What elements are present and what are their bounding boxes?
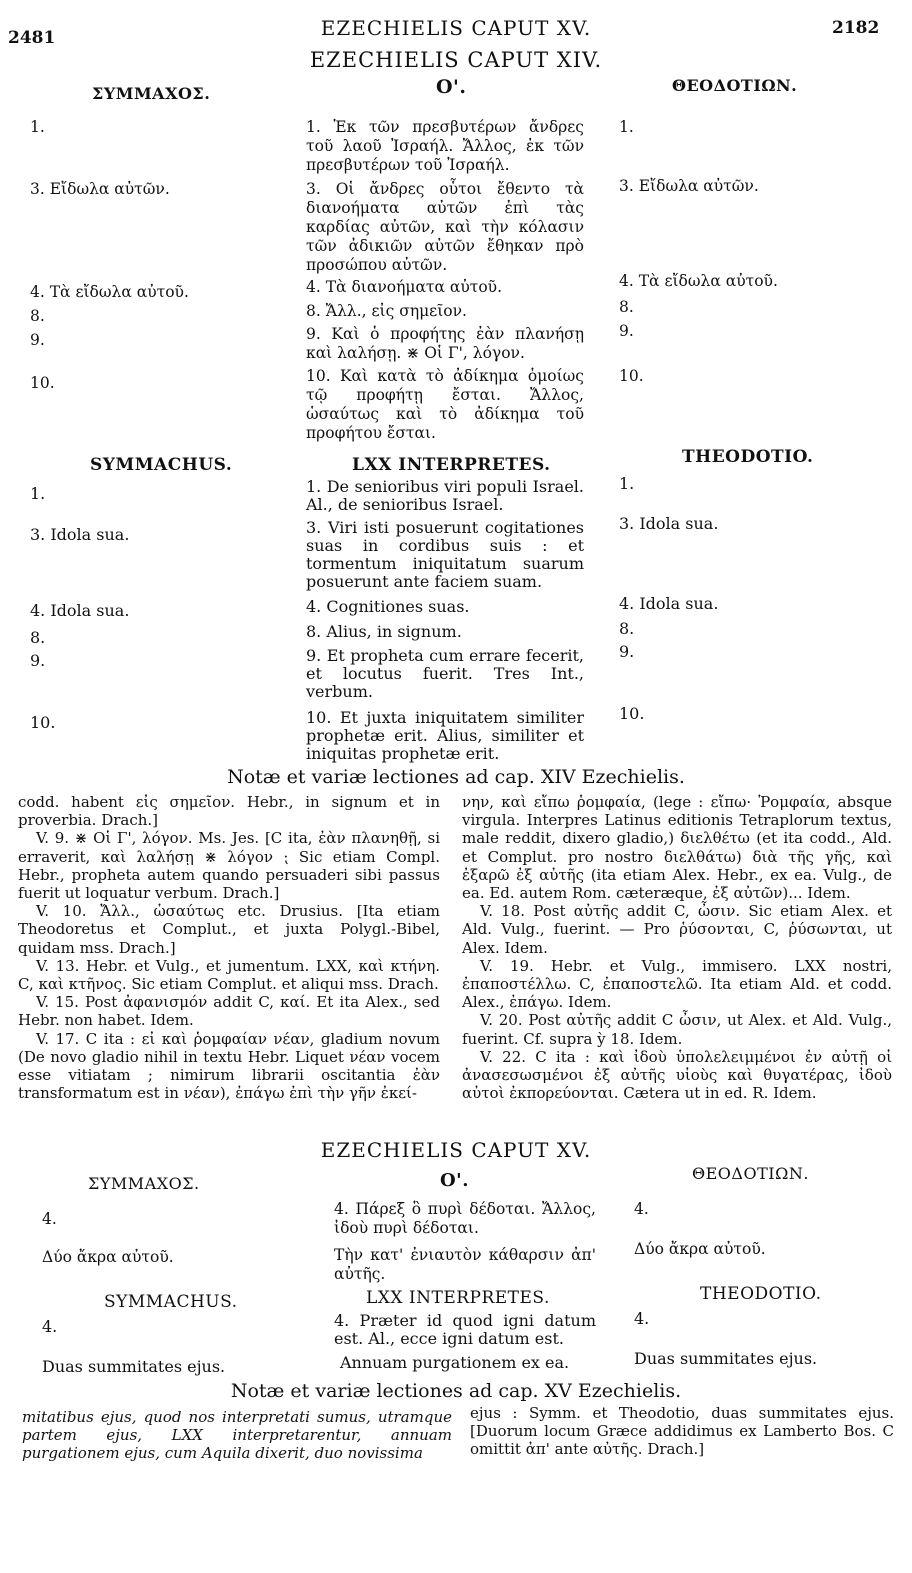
ch15-greek-row2-left: Δύο ἄκρα αὐτοῦ.: [42, 1248, 174, 1266]
ch14-latin-row3-center: 3. Viri isti posuerunt cogitationes suas in cordibus suis : et tormentum iniquitatum suarum posuerunt ante faciem suam.: [306, 518, 584, 591]
note-paragraph: V. 19. Hebr. et Vulg., immisero. LXX nostri, ἐπαποστέλλω. C, ἐπαποστελῶ. Ita etiam Ald. et codd. Alex., ἐπάγω. Idem.: [462, 956, 892, 1012]
ch15-notes-right-column: [470, 1404, 894, 1459]
page-number-right: 2182: [832, 18, 880, 38]
ch14-latin-row10-right: 10.: [619, 704, 645, 723]
ch14-greek-row8-right: 8.: [619, 298, 634, 316]
note-paragraph: V. 9. ⋇ Οἱ Γ', λόγον. Ms. Jes. [C ita, ἐὰν πλανηθῇ, si erraverit, καὶ λαλήσῃ ⋇ λόγον ⁏ Sic etiam Compl. Hebr., propheta autem quando persuaderi sibi passus fuerit ut loquatur verbum. Drach.]: [18, 829, 440, 903]
ch14-notes-right-column: [462, 793, 892, 1102]
ch15-greek-row1-right: 4.: [634, 1200, 649, 1218]
chapter-15-title: EZECHIELIS CAPUT XV.: [320, 1138, 592, 1162]
ch14-greek-head-theodotion: ΘΕΟΔΟΤΙΩΝ.: [672, 76, 798, 95]
note-paragraph: V. 22. C ita : καὶ ἰδοὺ ὑπολελειμμένοι ἐν αὐτῇ οἱ ἀνασεσωσμένοι ἐξ αὐτῆς υἱοὺς καὶ θυγατέρας, ἰδοὺ αὐτοὶ ἐκπορεύονται. Cætera ut in ed. R. Idem.: [462, 1047, 892, 1103]
ch15-latin-head-theodotio: THEODOTIO.: [700, 1284, 822, 1304]
ch14-latin-row9-right: 9.: [619, 642, 635, 661]
ch14-greek-row10-right: 10.: [619, 367, 644, 385]
ch14-greek-row1-right: 1.: [619, 118, 634, 136]
ch14-latin-row1-center: 1. De senioribus viri populi Israel. Al., de senioribus Israel.: [306, 477, 584, 514]
ch15-latin-row2-left: Duas summitates ejus.: [42, 1357, 226, 1376]
ch14-greek-row8-center: 8. Ἄλλ., εἰς σημεῖον.: [306, 302, 467, 320]
ch14-greek-row8-left: 8.: [30, 307, 45, 325]
ch14-greek-row3-right: 3. Εἴδωλα αὐτῶν.: [619, 177, 759, 195]
ch14-greek-row4-right: 4. Τὰ εἴδωλα αὐτοῦ.: [619, 272, 778, 290]
ch14-latin-row4-right: 4. Idola sua.: [619, 594, 719, 613]
ch14-greek-row1-center: 1. Ἐκ τῶν πρεσβυτέρων ἄνδρες τοῦ λαοῦ Ἰσραήλ. Ἄλλος, ἐκ τῶν πρεσβυτέρων τοῦ Ἰσραήλ.: [306, 118, 584, 174]
ch14-latin-head-theodotio: THEODOTIO.: [682, 447, 814, 467]
ch14-latin-row8-center: 8. Alius, in signum.: [306, 622, 462, 641]
note-paragraph: V. 20. Post αὐτῆς addit C ὦσιν, ut Alex. et Ald. Vulg., fuerint. Cf. supra ỳ 18. Idem.: [462, 1011, 892, 1048]
ch14-latin-head-lxx: LXX INTERPRETES.: [352, 455, 551, 475]
ch14-greek-head-lxx: Ο'.: [436, 76, 467, 98]
ch15-latin-head-symmachus: SYMMACHUS.: [104, 1292, 238, 1312]
ch14-greek-row10-center: 10. Καὶ κατὰ τὸ ἀδίκημα ὁμοίως τῷ προφήτῃ ἔσται. Ἄλλος, ὡσαύτως καὶ τὸ ἀδίκημα τοῦ προφήτου ἔσται.: [306, 367, 584, 442]
chapter-14-title: EZECHIELIS CAPUT XIV.: [309, 48, 603, 72]
note-paragraph: V. 10. Ἄλλ., ὡσαύτως etc. Drusius. [Ita etiam Theodoretus et Complut., et juxta Polygl.-Bibel, quidam mss. Drach.]: [18, 902, 440, 957]
ch14-greek-row9-center: 9. Καὶ ὁ προφήτης ἐὰν πλανήσῃ καὶ λαλήσῃ. ⋇ Οἱ Γ', λόγον.: [306, 325, 584, 362]
ch14-greek-row10-left: 10.: [30, 374, 55, 392]
ch15-greek-head-symmachus: ΣΥΜΜΑΧΟΣ.: [88, 1174, 200, 1193]
note-paragraph: mitatibus ejus, quod nos interpretati sumus, utramque partem ejus, LXX interpretarentur, annuam purgationem ejus, cum Aquila dixerit, duo novissima: [22, 1408, 452, 1463]
ch15-greek-row1-center: 4. Πάρεξ ὃ πυρὶ δέδοται. Ἄλλος, ἰδοὺ πυρὶ δέδοται.: [334, 1200, 596, 1237]
ch15-notes-left-column: [22, 1408, 452, 1463]
ch15-greek-row2-right: Δύο ἄκρα αὐτοῦ.: [634, 1240, 766, 1258]
ch15-notes-title: Notæ et variæ lectiones ad cap. XV Ezechielis.: [230, 1380, 682, 1402]
ch14-greek-row4-left: 4. Τὰ εἴδωλα αὐτοῦ.: [30, 283, 189, 301]
ch14-notes-left-column: [18, 793, 440, 1102]
ch14-latin-row3-right: 3. Idola sua.: [619, 514, 719, 533]
ch14-greek-row9-right: 9.: [619, 322, 634, 340]
ch14-greek-row3-left: 3. Εἴδωλα αὐτῶν.: [30, 180, 170, 198]
ch14-latin-row9-left: 9.: [30, 651, 46, 670]
ch14-greek-row9-left: 9.: [30, 331, 45, 349]
page-number-left: 2481: [8, 28, 56, 48]
note-paragraph: codd. habent εἰς σημεῖον. Hebr., in signum et in proverbia. Drach.]: [18, 793, 440, 830]
note-paragraph: V. 17. C ita : εἰ καὶ ῥομφαίαν νέαν, gladium novum (De novo gladio nihil in textu Hebr. Liquet νέαν vocem esse vitiatam ; nimirum librarii oscitantia ἐὰν transformatum est in νέαν), ἐπάγω ἐπὶ τὴν γῆν ἐκεί-: [18, 1029, 440, 1103]
ch14-greek-head-symmachus: ΣΥΜΜΑΧΟΣ.: [92, 84, 211, 103]
ch15-latin-row1-right: 4.: [634, 1309, 650, 1328]
ch14-latin-row4-center: 4. Cognitiones suas.: [306, 597, 470, 616]
note-paragraph: νην, καὶ εἴπω ῥομφαία, (lege : εἴπω· Ῥομφαία, absque virgula. Interpres Latinus editionis Tetraplorum textus, male reddit, dixero gladio,) διελθέτω (et ita codd., Ald. et Complut. pro nostro διελθάτω) διὰ τῆς γῆς, καὶ ἐξαρῶ ἐξ αὐτῆς (ita etiam Alex. Hebr., ex ea. Vulg., de ea. Ed. autem Rom. cæteræque, ἐξ αὐτῶν)... Idem.: [462, 793, 892, 903]
running-head: EZECHIELIS CAPUT XV.: [320, 16, 592, 40]
ch14-greek-row1-left: 1.: [30, 118, 45, 136]
ch14-greek-row3-center: 3. Οἱ ἄνδρες οὗτοι ἔθεντο τὰ διανοήματα αὐτῶν ἐπὶ τὰς καρδίας αὐτῶν, καὶ τὴν κόλασιν τῶν ἀδικιῶν αὐτῶν ἔθηκαν πρὸ προσώπου αὐτῶν.: [306, 180, 584, 274]
ch15-greek-head-theodotion: ΘΕΟΔΟΤΙΩΝ.: [692, 1164, 809, 1183]
ch14-latin-row8-right: 8.: [619, 619, 635, 638]
ch15-greek-head-lxx: Ο'.: [440, 1170, 469, 1191]
note-paragraph: V. 15. Post ἀφανισμόν addit C, καί. Et ita Alex., sed Hebr. non habet. Idem.: [18, 993, 440, 1030]
ch14-latin-row1-right: 1.: [619, 474, 635, 493]
note-paragraph: V. 13. Hebr. et Vulg., et jumentum. LXX, καὶ κτήνη. C, καὶ κτῆνος. Sic etiam Complut. et aliqui mss. Drach.: [18, 956, 440, 994]
ch14-latin-row1-left: 1.: [30, 484, 46, 503]
ch15-latin-row2-right: Duas summitates ejus.: [634, 1349, 818, 1368]
ch14-latin-row9-center: 9. Et propheta cum errare fecerit, et locutus fuerit. Tres Int., verbum.: [306, 646, 584, 701]
ch15-greek-row1-left: 4.: [42, 1210, 57, 1228]
ch14-greek-row4-center: 4. Τὰ διανοήματα αὐτοῦ.: [306, 278, 503, 296]
ch14-latin-row10-left: 10.: [30, 713, 56, 732]
ch15-greek-row2-center: Τὴν κατ' ἐνιαυτὸν κάθαρσιν ἀπ' αὐτῆς.: [334, 1246, 596, 1283]
ch14-latin-row10-center: 10. Et juxta iniquitatem similiter prophetæ erit. Alius, similiter et iniquitas prophetæ erit.: [306, 708, 584, 763]
ch14-latin-row8-left: 8.: [30, 628, 46, 647]
ch15-latin-row1-center: 4. Præter id quod igni datum est. Al., ecce igni datum est.: [334, 1311, 596, 1348]
ch14-latin-row4-left: 4. Idola sua.: [30, 601, 130, 620]
ch14-latin-row3-left: 3. Idola sua.: [30, 525, 130, 544]
note-paragraph: V. 18. Post αὐτῆς addit C, ὦσιν. Sic etiam Alex. et Ald. Vulg., fuerint. — Pro ῥύσονται, C, ῥύσωνται, ut Alex. Idem.: [462, 902, 892, 957]
ch14-notes-title: Notæ et variæ lectiones ad cap. XIV Ezechielis.: [227, 766, 685, 788]
ch15-latin-row1-left: 4.: [42, 1317, 58, 1336]
ch15-latin-row2-center: Annuam purgationem ex ea.: [340, 1353, 570, 1372]
ch15-latin-head-lxx: LXX INTERPRETES.: [366, 1288, 550, 1308]
ch14-latin-head-symmachus: SYMMACHUS.: [90, 455, 233, 475]
note-paragraph: ejus : Symm. et Theodotio, duas summitates ejus. [Duorum locum Græce addidimus ex Lamberto Bos. C omittit ἀπ' ante αὐτῆς. Drach.]: [470, 1404, 894, 1459]
